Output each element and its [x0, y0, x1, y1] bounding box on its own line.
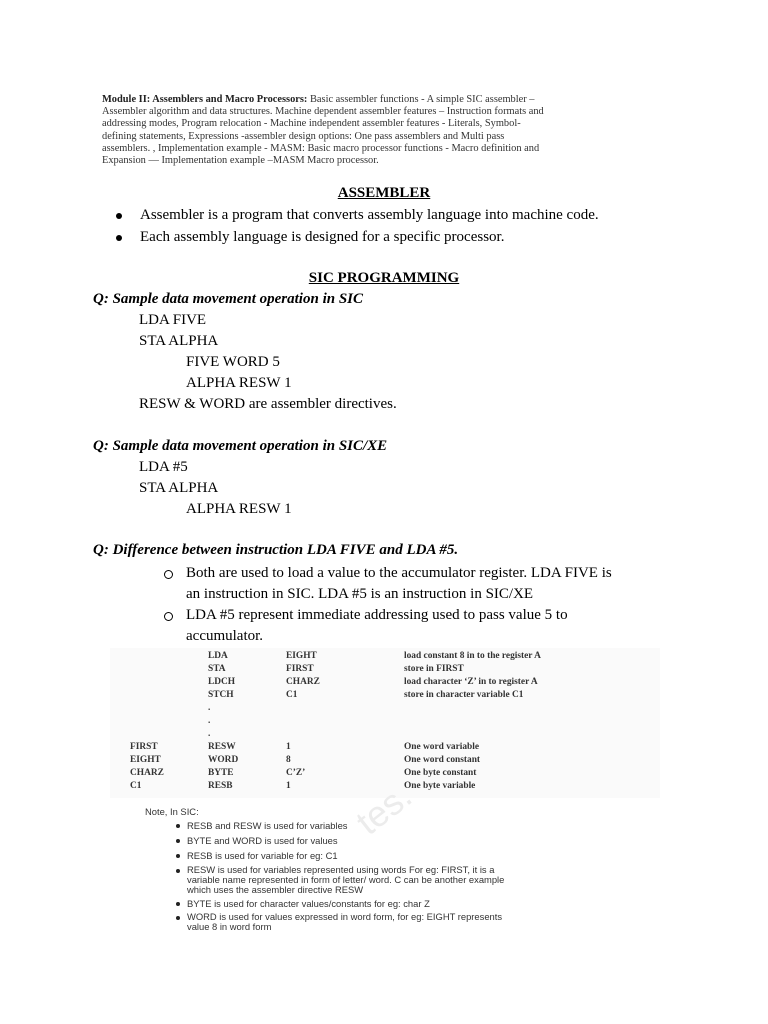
table-cell: One word variable: [404, 742, 479, 752]
table-cell: RESB: [208, 781, 233, 791]
table-cell: C1: [286, 690, 298, 700]
code-line: FIVE WORD 5: [186, 354, 280, 370]
sic-heading: SIC PROGRAMMING: [308, 270, 460, 286]
bullet-icon: [176, 916, 180, 920]
program-table-image: [110, 648, 660, 798]
answer-line: LDA #5 represent immediate addressing used to pass value 5 to: [186, 607, 568, 623]
ellipsis-dot: .: [208, 716, 211, 726]
module-title: Module II: Assemblers and Macro Processors:: [102, 94, 308, 105]
module-line: Assembler algorithm and data structures. Machine dependent assembler features – Instruction formats and: [102, 106, 544, 118]
code-line: STA ALPHA: [139, 480, 219, 496]
table-cell: LDCH: [208, 677, 236, 687]
answer-point: [186, 605, 568, 647]
bullet-icon: [176, 902, 180, 906]
table-cell: WORD: [208, 755, 239, 765]
question-1: Q: Sample data movement operation in SIC: [93, 291, 364, 307]
note-item: RESB is used for variable for eg: C1: [187, 850, 338, 861]
table-cell: BYTE: [208, 768, 234, 778]
note-item: RESB and RESW is used for variables: [187, 820, 348, 831]
ellipsis-dot: .: [208, 703, 211, 713]
table-cell: FIRST: [286, 664, 314, 674]
bullet-text: Assembler is a program that converts assembly language into machine code.: [140, 207, 599, 223]
table-cell: store in FIRST: [404, 664, 464, 674]
table-cell: C1: [130, 781, 142, 791]
answer-point: [186, 563, 612, 605]
table-cell: EIGHT: [130, 755, 161, 765]
note-line: variable name represented in form of letter/ word. C can be another example: [187, 874, 505, 885]
table-cell: One word constant: [404, 755, 481, 765]
note-item: [187, 865, 504, 895]
note-line: WORD is used for values expressed in word form, for eg: EIGHT represents: [187, 911, 503, 922]
note-item: [187, 912, 502, 932]
table-cell: load character ‘Z’ in to register A: [404, 677, 538, 687]
table-cell: CHARZ: [286, 677, 320, 687]
table-cell: FIRST: [130, 742, 158, 752]
answer-line: accumulator.: [186, 628, 264, 644]
module-line: Expansion — Implementation example –MASM Macro processor.: [102, 155, 379, 167]
code-line: STA ALPHA: [139, 333, 219, 349]
table-cell: CHARZ: [130, 768, 164, 778]
table-cell: 1: [286, 742, 291, 752]
table-cell: 8: [286, 755, 291, 765]
answer-line: an instruction in SIC. LDA #5 is an instruction in SIC/XE: [186, 586, 534, 602]
table-cell: load constant 8 in to the register A: [404, 651, 541, 661]
code-line: ALPHA RESW 1: [186, 375, 292, 391]
note-line: which uses the assembler directive RESW: [187, 884, 364, 895]
bullet-icon: [176, 854, 180, 858]
bullet-icon: [176, 839, 180, 843]
table-cell: LDA: [208, 651, 228, 661]
note-item: BYTE is used for character values/constants for eg: char Z: [187, 898, 430, 909]
note-line: value 8 in word form: [187, 921, 272, 932]
answer-line: Both are used to load a value to the accumulator register. LDA FIVE is: [186, 565, 612, 581]
bullet-icon: [116, 213, 122, 219]
module-line: Basic assembler functions - A simple SIC assembler –: [307, 94, 535, 105]
code-line: LDA #5: [139, 459, 188, 475]
circle-bullet-icon: [164, 612, 173, 621]
question-2: Q: Sample data movement operation in SIC/XE: [93, 438, 388, 454]
table-cell: C’Z’: [286, 768, 306, 778]
watermark: tes.: [348, 774, 420, 843]
table-cell: One byte variable: [404, 781, 476, 791]
table-cell: STCH: [208, 690, 234, 700]
bullet-icon: [176, 869, 180, 873]
table-cell: 1: [286, 781, 291, 791]
module-line: defining statements, Expressions -assembler design options: One pass assemblers and Multi pass: [102, 130, 505, 142]
assembler-heading: ASSEMBLER: [337, 185, 431, 201]
module-line: addressing modes, Program relocation - Machine independent assembler features - Literals, Symbol-: [102, 118, 521, 130]
note-line: RESW is used for variables represented using words For eg: FIRST, it is a: [187, 864, 495, 875]
note-item: BYTE and WORD is used for values: [187, 835, 338, 846]
code-line: RESW & WORD are assembler directives.: [139, 396, 397, 412]
module-description: [102, 94, 664, 167]
note-title: Note, In SIC:: [145, 806, 199, 817]
question-3: Q: Difference between instruction LDA FIVE and LDA #5.: [93, 542, 459, 558]
module-line: assemblers. , Implementation example - MASM: Basic macro processor functions - Macro definition and: [102, 142, 540, 154]
bullet-icon: [176, 824, 180, 828]
table-cell: store in character variable C1: [404, 690, 524, 700]
bullet-icon: [116, 235, 122, 241]
code-line: LDA FIVE: [139, 312, 207, 328]
circle-bullet-icon: [164, 570, 173, 579]
ellipsis-dot: .: [208, 729, 211, 739]
bullet-text: Each assembly language is designed for a specific processor.: [140, 229, 505, 245]
table-cell: One byte constant: [404, 768, 477, 778]
code-line: ALPHA RESW 1: [186, 501, 292, 517]
table-cell: EIGHT: [286, 651, 317, 661]
table-cell: RESW: [208, 742, 236, 752]
table-cell: STA: [208, 664, 226, 674]
